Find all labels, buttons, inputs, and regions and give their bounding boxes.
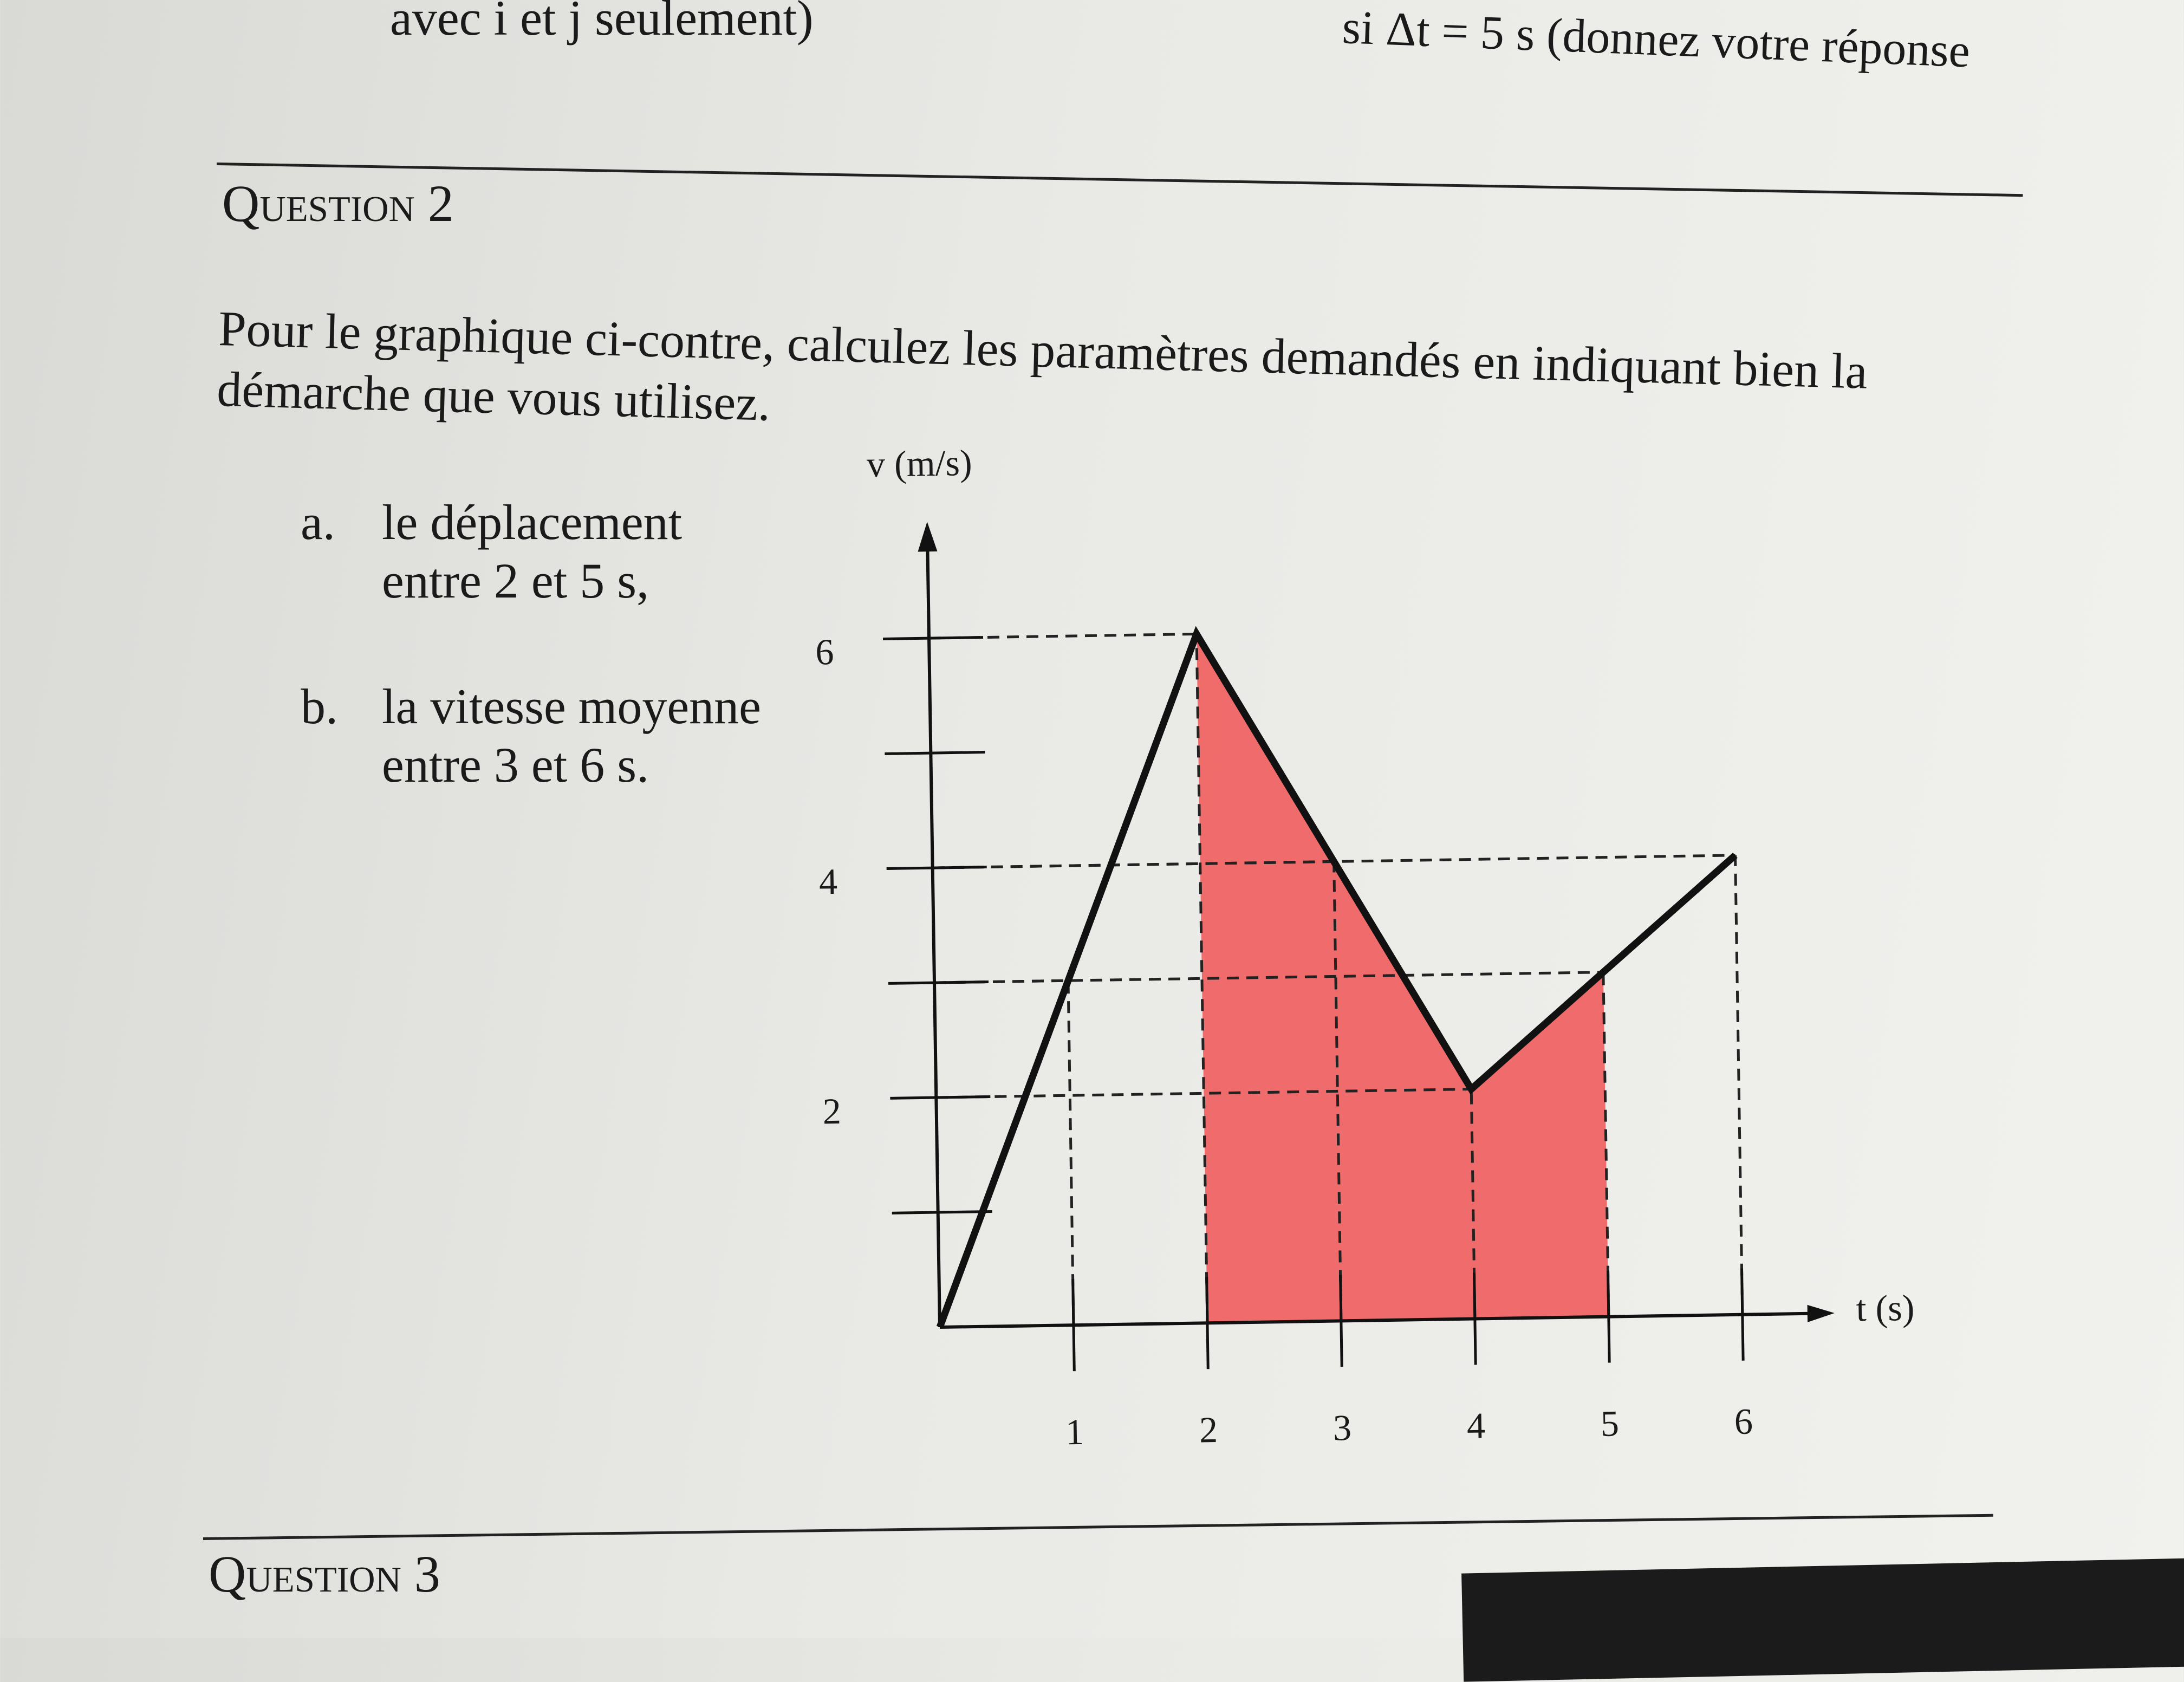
x-tick-label: 1	[1065, 1411, 1084, 1453]
y-tick-5	[885, 752, 985, 754]
item-letter: b.	[301, 679, 338, 734]
question-2-title: Question 2	[222, 174, 454, 232]
x-tick-6	[1741, 1269, 1743, 1361]
item-letter: a.	[301, 495, 335, 550]
item-text-line: le déplacement	[382, 495, 682, 550]
x-tick-4	[1474, 1272, 1476, 1365]
x-tick-1	[1073, 1279, 1075, 1371]
x-axis-arrow	[1808, 1304, 1835, 1322]
y-axis-label: v (m/s)	[866, 441, 973, 485]
y-tick-3	[888, 982, 989, 984]
item-text-line: entre 3 et 6 s.	[382, 737, 649, 793]
guide-vertical-t6	[1735, 855, 1742, 1315]
x-tick-3	[1341, 1275, 1342, 1367]
y-tick-1	[892, 1211, 992, 1213]
y-tick-label: 2	[822, 1090, 842, 1132]
y-tick-label: 6	[815, 631, 834, 673]
guide-vertical-t1	[1068, 980, 1074, 1325]
question-2-intro: Pour le graphique ci-contre, calculez les paramètres demandés en indiquant bien la démarche que vous utilisez.	[216, 300, 1868, 431]
chart-group	[812, 427, 1916, 1456]
item-text-line: la vitesse moyenne	[382, 679, 762, 734]
item-text-line: entre 2 et 5 s,	[382, 553, 649, 608]
x-tick-label: 3	[1332, 1407, 1352, 1449]
y-axis	[927, 546, 940, 1327]
x-tick-2	[1207, 1277, 1208, 1369]
x-tick-5	[1608, 1271, 1610, 1363]
x-tick-label: 4	[1466, 1405, 1486, 1446]
x-tick-label: 6	[1734, 1400, 1753, 1442]
question-3-title: Question 3	[209, 1545, 440, 1603]
previous-question-fragment-left: avec i et j seulement)	[390, 0, 814, 46]
x-tick-label: 2	[1199, 1408, 1218, 1451]
monitor-bezel	[1461, 1557, 2184, 1681]
x-tick-label: 5	[1600, 1402, 1620, 1444]
y-axis-arrow	[918, 522, 938, 552]
y-tick-4	[887, 867, 987, 869]
y-tick-label: 4	[818, 860, 838, 902]
y-tick-6	[883, 638, 983, 639]
previous-question-fragment-right: si Δt = 5 s (donnez votre réponse	[1341, 1, 1971, 78]
y-tick-2	[890, 1096, 990, 1098]
x-axis-label: t (s)	[1856, 1287, 1915, 1329]
